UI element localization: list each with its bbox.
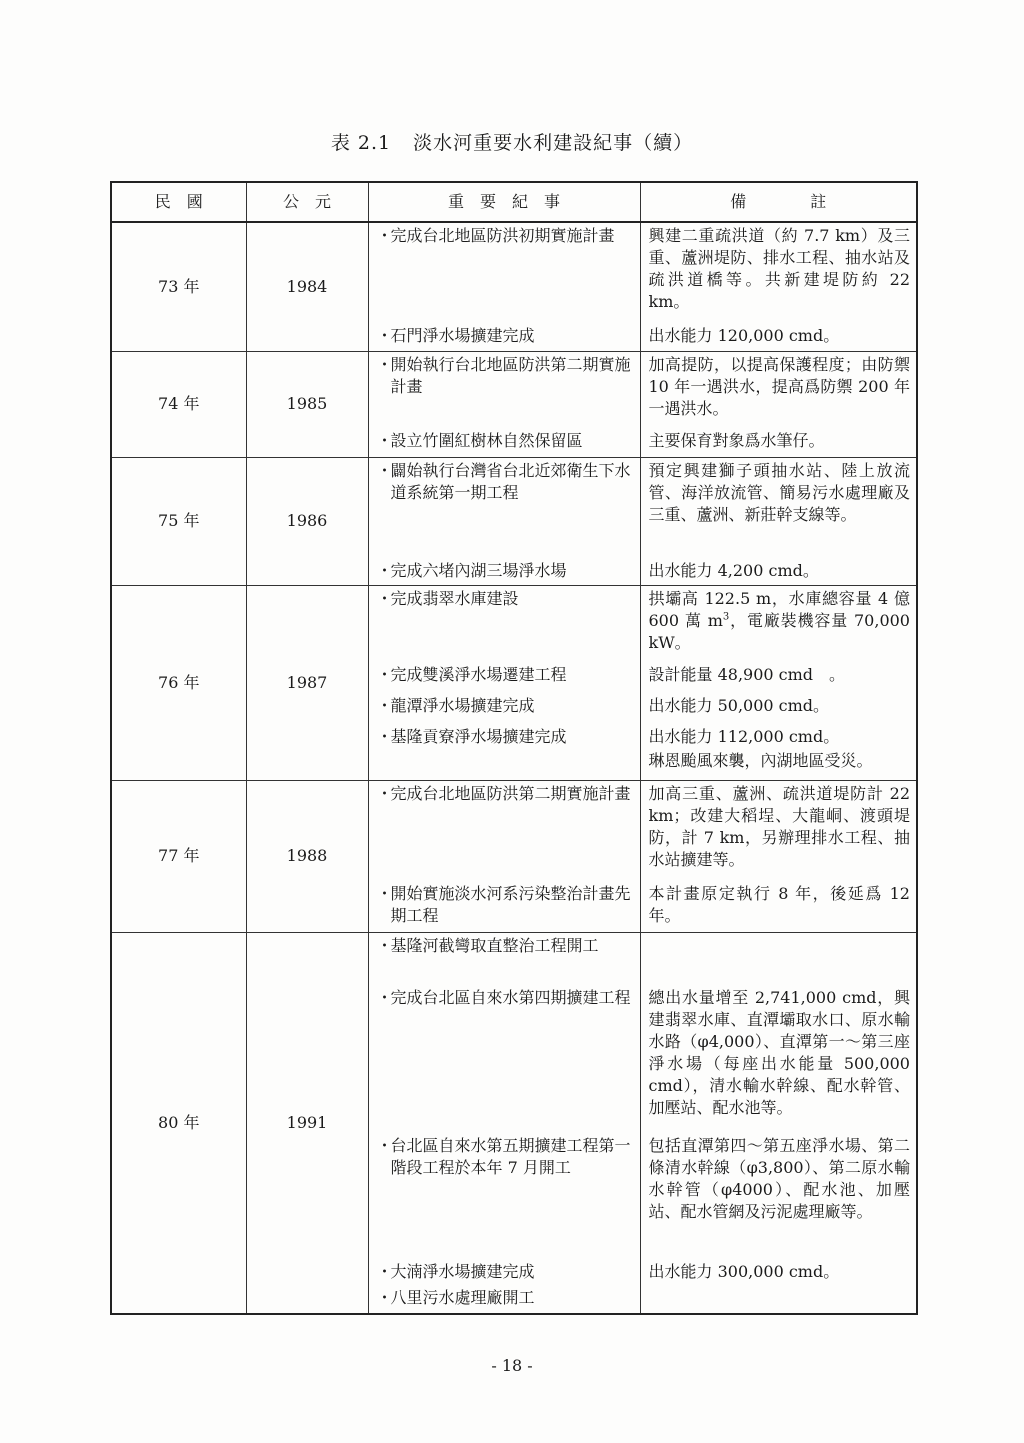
- events-cell: [368, 351, 640, 457]
- note-item: [641, 933, 917, 985]
- year-minguo: 80 年: [111, 932, 246, 1314]
- notes-cell: [640, 457, 917, 585]
- page-title: [0, 128, 1024, 155]
- event-text: 開始執行台北地區防洪第二期實施計畫: [390, 354, 631, 396]
- bullet-icon: ・: [376, 1287, 393, 1307]
- bullet-icon: ・: [376, 935, 393, 955]
- event-text: 開始實施淡水河系污染整治計畫先期工程: [390, 883, 631, 925]
- note-item: 預定興建獅子頭抽水站、陸上放流管、海洋放流管、簡易污水處理廠及三重、蘆洲、新莊幹支線等。: [648, 460, 910, 524]
- event-item: [369, 693, 640, 724]
- notes-cell: [640, 351, 917, 457]
- note-item: 加高提防，以提高保護程度；由防禦 10 年一遇洪水，提高爲防禦 200 年一遇洪水。: [648, 354, 910, 418]
- notes-cell: [640, 585, 917, 780]
- table-title: 淡水河重要水利建設紀事（續）: [413, 132, 694, 154]
- note-item: 琳恩颱風來襲，內湖地區受災。: [648, 750, 873, 770]
- note-item: 設計能量 48,900 cmd 。: [648, 664, 846, 684]
- bullet-icon: ・: [376, 1261, 393, 1281]
- notes-cell: [640, 780, 917, 932]
- year-minguo: 76 年: [111, 585, 246, 780]
- page-number: - 18 -: [491, 1356, 533, 1375]
- year-minguo: 75 年: [111, 457, 246, 585]
- note-item: 出水能力 4,200 cmd。: [648, 560, 819, 580]
- year-ad: 1991: [246, 932, 368, 1314]
- event-item: [369, 323, 640, 349]
- year-minguo: 73 年: [111, 222, 246, 351]
- event-item: [369, 1285, 640, 1311]
- event-text: 龍潭淨水場擴建完成: [390, 695, 535, 715]
- event-item: [369, 458, 640, 558]
- table-row: [111, 780, 917, 932]
- event-text: 完成台北地區防洪第二期實施計畫: [390, 783, 631, 803]
- events-cell: [368, 457, 640, 585]
- bullet-icon: ・: [376, 326, 393, 345]
- header-ad: 公 元: [246, 182, 368, 222]
- notes-cell: [640, 222, 917, 351]
- table-row: [111, 351, 917, 457]
- event-item: [369, 352, 640, 428]
- event-item: [369, 1259, 640, 1285]
- event-text: 基隆貢寮淨水場擴建完成: [390, 726, 567, 746]
- event-item: [369, 933, 640, 985]
- bullet-icon: ・: [376, 883, 393, 903]
- event-item: [369, 781, 640, 881]
- bullet-icon: ・: [376, 588, 393, 608]
- event-text: 完成台北區自來水第四期擴建工程: [390, 987, 631, 1007]
- year-ad: 1988: [246, 780, 368, 932]
- header-minguo: 民 國: [111, 182, 246, 222]
- header-events: 重 要 紀 事: [368, 182, 640, 222]
- bullet-icon: ・: [376, 226, 393, 245]
- note-item: 總出水量增至 2,741,000 cmd，興建翡翠水庫、直潭壩取水口、原水輸水路（φ4,000）、直潭第一～第三座淨水場（每座出水能量 500,000 cmd），清水輸水幹線、配水幹管、加壓站、配水池等。: [648, 987, 910, 1117]
- event-item: [369, 881, 640, 929]
- event-text: 完成雙溪淨水場遷建工程: [390, 664, 567, 684]
- event-text: 八里污水處理廠開工: [390, 1287, 535, 1307]
- table-row: [111, 222, 917, 351]
- note-item: 本計畫原定執行 8 年，後延爲 12 年。: [648, 883, 910, 925]
- note-item: 出水能力 50,000 cmd。: [648, 695, 830, 715]
- note-item: 興建二重疏洪道（約 7.7 km）及三重、蘆洲堤防、排水工程、抽水站及疏洪道橋等。共新建堤防約 22 km。: [648, 226, 910, 311]
- notes-cell: [640, 932, 917, 1314]
- event-item: [369, 662, 640, 693]
- note-item: 主要保育對象爲水筆仔。: [648, 430, 825, 450]
- bullet-icon: ・: [376, 726, 393, 746]
- year-ad: 1986: [246, 457, 368, 585]
- event-text: 設立竹圍紅樹林自然保留區: [390, 430, 583, 450]
- bullet-icon: ・: [376, 664, 393, 684]
- year-ad: 1987: [246, 585, 368, 780]
- note-item: 出水能力 120,000 cmd。: [648, 326, 840, 345]
- note-item: 加高三重、蘆洲、疏洪道堤防計 22 km；改建大稻埕、大龍峒、渡頭堤防，計 7 km，另辦理排水工程、抽水站擴建等。: [648, 783, 910, 869]
- events-cell: [368, 222, 640, 351]
- event-item: [369, 1133, 640, 1259]
- table-header-row: [111, 182, 917, 222]
- event-item: [369, 724, 640, 750]
- bullet-icon: ・: [376, 783, 393, 803]
- event-item: [369, 586, 640, 662]
- note-item: 出水能力 112,000 cmd。: [648, 726, 840, 746]
- year-minguo: 74 年: [111, 351, 246, 457]
- event-text: 完成翡翠水庫建設: [390, 588, 519, 608]
- event-item: [369, 428, 640, 454]
- events-cell: [368, 932, 640, 1314]
- year-ad: 1985: [246, 351, 368, 457]
- bullet-icon: ・: [376, 430, 393, 450]
- events-cell: [368, 780, 640, 932]
- year-ad: 1984: [246, 222, 368, 351]
- bullet-icon: ・: [376, 460, 393, 480]
- table-row: [111, 457, 917, 585]
- event-text: 石門淨水場擴建完成: [390, 326, 535, 345]
- bullet-icon: ・: [376, 560, 393, 580]
- bullet-icon: ・: [376, 1135, 393, 1155]
- bullet-icon: ・: [376, 695, 393, 715]
- event-item: [369, 558, 640, 584]
- table-row: [111, 585, 917, 780]
- table-number: 表 2.1: [330, 132, 392, 154]
- event-text: 完成台北地區防洪初期實施計畫: [390, 226, 615, 245]
- note-item: 拱壩高 122.5 m，水庫總容量 4 億 600 萬 $m^3$，電廠裝機容量 70,000 kW。: [648, 588, 910, 652]
- event-text: 闢始執行台灣省台北近郊衛生下水道系統第一期工程: [390, 460, 631, 502]
- event-text: 大湳淨水場擴建完成: [390, 1261, 535, 1281]
- note-item: 包括直潭第四～第五座淨水場、第二條清水幹線（φ3,800）、第二原水輸水幹管（φ4000）、配水池、加壓站、配水管網及污泥處理廠等。: [648, 1135, 910, 1221]
- event-text: 台北區自來水第五期擴建工程第一階段工程於本年 7 月開工: [390, 1135, 631, 1177]
- bullet-icon: ・: [376, 987, 393, 1007]
- event-text: 基隆河截彎取直整治工程開工: [390, 935, 599, 955]
- chronicle-table: [110, 181, 918, 1315]
- note-item: 出水能力 300,000 cmd。: [648, 1261, 840, 1281]
- year-minguo: 77 年: [111, 780, 246, 932]
- events-cell: [368, 585, 640, 780]
- event-item: [369, 223, 640, 323]
- event-item: [369, 985, 640, 1133]
- event-text: 完成六堵內湖三場淨水場: [390, 560, 567, 580]
- header-notes: 備 註: [640, 182, 917, 222]
- bullet-icon: ・: [376, 354, 393, 374]
- table-row: [111, 932, 917, 1314]
